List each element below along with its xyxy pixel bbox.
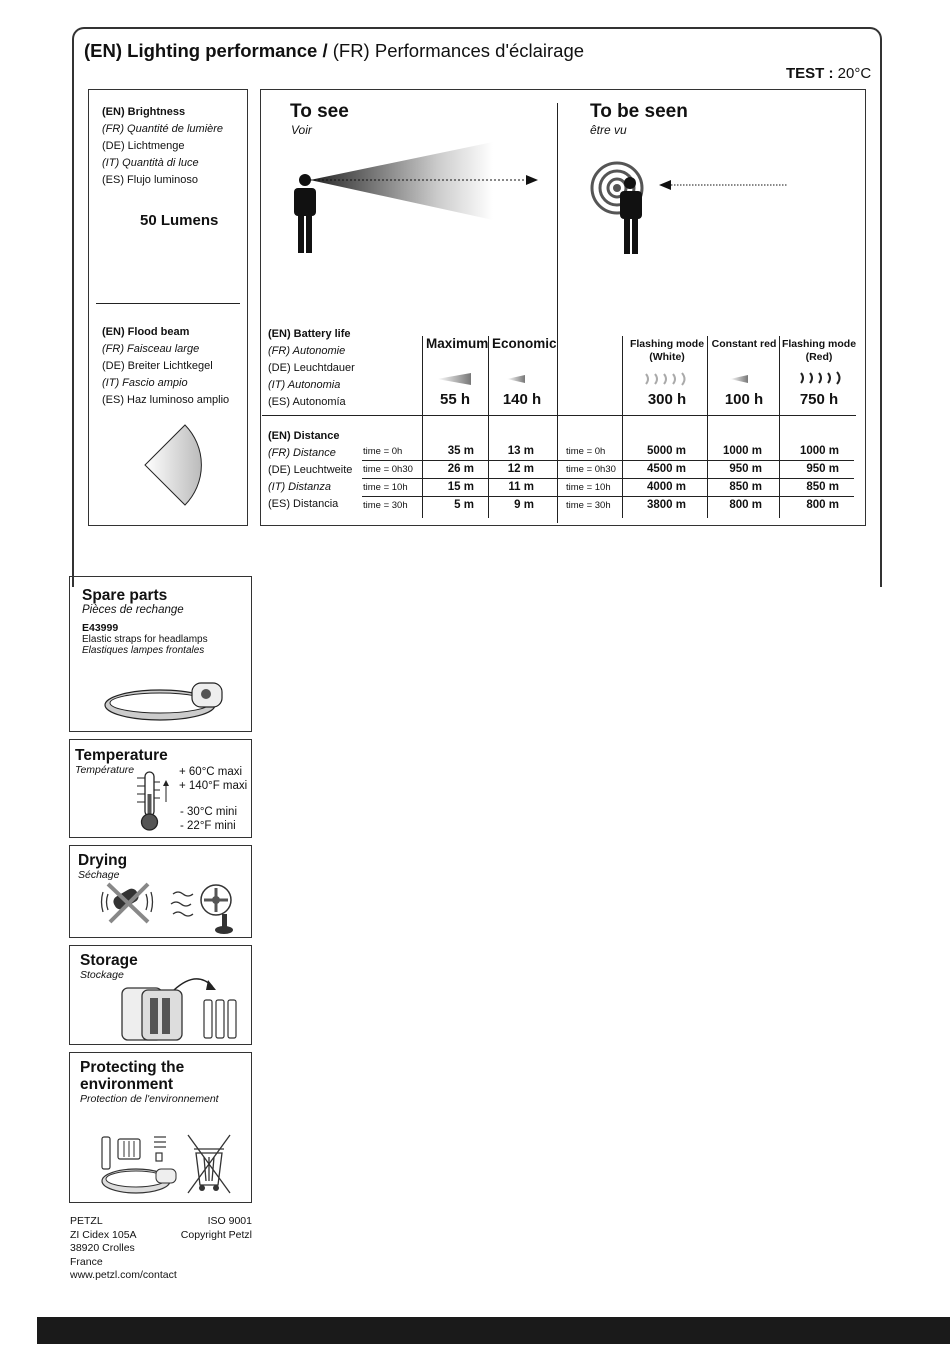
distance-eco-2: 11 m	[508, 481, 534, 493]
company-copyright: Copyright Petzl	[180, 1228, 252, 1241]
drying-title: Drying	[78, 852, 128, 869]
mode-header-maximum: Maximum	[426, 336, 489, 351]
spare-ref: E43999	[82, 622, 119, 634]
col-line	[707, 336, 708, 518]
drying-heat-forbidden-icon	[98, 878, 248, 936]
test-value: 20°C	[833, 65, 872, 82]
brightness-de: (DE) Lichtmenge	[102, 140, 185, 152]
storage-sub: Stockage	[80, 969, 124, 981]
distance-max-2: 15 m	[447, 481, 474, 493]
battery-es: (ES) Autonomía	[268, 396, 346, 408]
to-be-seen-title: To be seen	[590, 101, 688, 122]
environment-title-2: environment	[80, 1076, 174, 1093]
beam-red-icon	[730, 374, 750, 384]
footer-bar	[37, 1317, 950, 1344]
brightness-en: (EN) Brightness	[102, 106, 186, 118]
distance-max-0: 35 m	[447, 445, 474, 457]
environment-sub: Protection de l'environnement	[80, 1093, 219, 1105]
company-addr2: 38920 Crolles	[70, 1242, 135, 1254]
distance-fw-0: 5000 m	[646, 445, 686, 457]
section-title-en: (EN) Lighting performance /	[84, 40, 328, 61]
section-title-fr: (FR) Performances d'éclairage	[327, 40, 585, 61]
mode-header-constant-red: Constant red	[711, 338, 777, 350]
distance-fw-1: 4500 m	[646, 463, 686, 475]
distance-max-3: 5 m	[454, 499, 474, 511]
beam-max-icon	[437, 372, 473, 386]
temp-min-f: - 22°F mini	[180, 820, 236, 832]
temperature-sub: Température	[75, 764, 135, 776]
flood-it: (IT) Fascio ampio	[102, 377, 188, 389]
battery-distance-divider	[262, 415, 856, 416]
brightness-fr: (FR) Quantité de lumière	[102, 123, 224, 135]
mode-header-flashing-red: Flashing mode (Red)	[781, 338, 857, 363]
time-label: time = 0h30	[363, 464, 413, 475]
flash-white-icon	[644, 371, 694, 387]
temp-max-c: + 60°C maxi	[179, 766, 243, 778]
col-line	[488, 336, 489, 518]
storage-title: Storage	[80, 952, 138, 969]
company-country: France	[70, 1255, 103, 1268]
distance-fr: (FR) Distance	[268, 447, 336, 459]
brightness-it: (IT) Quantità di luce	[102, 157, 199, 169]
duration-economic: 140 h	[502, 391, 542, 408]
duration-flashing-red: 750 h	[799, 391, 839, 408]
time-label: time = 10h	[363, 482, 408, 493]
drying-sub: Séchage	[78, 869, 120, 881]
row-line	[362, 496, 854, 497]
distance-eco-3: 9 m	[514, 499, 534, 511]
distance-de: (DE) Leuchtweite	[268, 464, 353, 476]
flood-fr: (FR) Faisceau large	[102, 343, 200, 355]
test-temperature	[786, 65, 871, 82]
left-box-divider	[96, 303, 240, 304]
brightness-value: 50 Lumens	[140, 212, 219, 229]
storage-box	[69, 945, 252, 1045]
company-addr1: ZI Cidex 105A	[70, 1228, 137, 1241]
person-seen-icon	[585, 155, 795, 257]
time-label: time = 30h	[566, 500, 611, 511]
distance-fr-3: 800 m	[806, 499, 839, 511]
storage-battery-removal-icon	[116, 968, 246, 1044]
time-label: time = 0h	[566, 446, 606, 457]
battery-it: (IT) Autonomia	[268, 379, 341, 391]
company-name: PETZL	[70, 1215, 103, 1227]
section-title	[84, 40, 584, 62]
spare-sub: Pièces de rechange	[82, 604, 184, 616]
company-web: www.petzl.com/contact	[70, 1269, 177, 1281]
beam-eco-icon	[507, 374, 527, 384]
temp-min-c: - 30°C mini	[180, 806, 238, 818]
temperature-box	[69, 739, 252, 838]
thermometer-icon	[134, 768, 179, 834]
flood-es: (ES) Haz luminoso amplio	[102, 394, 230, 406]
distance-en: (EN) Distance	[268, 430, 340, 442]
brightness-es: (ES) Flujo luminoso	[102, 174, 198, 186]
mode-header-economic: Economic	[492, 336, 557, 351]
flash-red-icon	[799, 370, 849, 386]
company-address	[70, 1215, 177, 1283]
battery-labels	[268, 326, 355, 411]
duration-flashing-white: 300 h	[647, 391, 687, 408]
time-label: time = 0h30	[566, 464, 616, 475]
spare-desc-fr: Elastiques lampes frontales	[82, 645, 205, 656]
time-label: time = 30h	[363, 500, 408, 511]
time-label: time = 10h	[566, 482, 611, 493]
row-line	[362, 478, 854, 479]
flood-en: (EN) Flood beam	[102, 326, 190, 338]
distance-cr-3: 800 m	[729, 499, 762, 511]
battery-en: (EN) Battery life	[268, 328, 351, 340]
distance-eco-0: 13 m	[507, 445, 534, 457]
temperature-title: Temperature	[75, 747, 168, 764]
distance-labels	[268, 428, 352, 513]
distance-cr-1: 950 m	[729, 463, 762, 475]
to-see-sub: Voir	[291, 123, 312, 137]
test-label: TEST :	[786, 65, 834, 82]
distance-eco-1: 12 m	[507, 463, 534, 475]
time-label: time = 0h	[363, 446, 403, 457]
battery-de: (DE) Leuchtdauer	[268, 362, 355, 374]
brightness-labels	[102, 104, 223, 189]
temperature-max	[179, 765, 247, 793]
temp-max-f: + 140°F maxi	[179, 780, 248, 792]
distance-cr-2: 850 m	[729, 481, 762, 493]
company-certs	[170, 1215, 252, 1242]
col-line	[422, 336, 423, 518]
distance-fw-2: 4000 m	[646, 481, 686, 493]
drying-box	[69, 845, 252, 938]
distance-fw-3: 3800 m	[646, 499, 686, 511]
row-line	[362, 460, 854, 461]
temperature-min	[180, 805, 237, 833]
battery-fr: (FR) Autonomie	[268, 345, 346, 357]
distance-it: (IT) Distanza	[268, 481, 331, 493]
to-see-title: To see	[290, 101, 349, 122]
headlamp-strap-icon	[100, 677, 230, 725]
distance-es: (ES) Distancia	[268, 498, 339, 510]
col-line	[779, 336, 780, 518]
person-beam-icon	[288, 138, 543, 258]
distance-fr-2: 850 m	[806, 481, 839, 493]
spare-title: Spare parts	[82, 587, 168, 604]
spare-parts-box	[69, 576, 252, 732]
distance-fr-0: 1000 m	[799, 445, 839, 457]
distance-cr-0: 1000 m	[722, 445, 762, 457]
spare-desc-en: Elastic straps for headlamps	[82, 634, 208, 645]
distance-fr-1: 950 m	[806, 463, 839, 475]
distance-max-1: 26 m	[447, 463, 474, 475]
environment-title-1: Protecting the	[80, 1059, 185, 1076]
duration-constant-red: 100 h	[724, 391, 764, 408]
recycling-icon	[96, 1133, 246, 1201]
environment-box	[69, 1052, 252, 1203]
col-line	[622, 336, 623, 518]
flood-labels	[102, 324, 229, 409]
flood-de: (DE) Breiter Lichtkegel	[102, 360, 213, 372]
flood-beam-icon	[135, 418, 210, 513]
mode-header-flashing-white: Flashing mode (White)	[629, 338, 705, 363]
duration-maximum: 55 h	[439, 391, 470, 408]
company-iso: ISO 9001	[207, 1215, 252, 1227]
to-be-seen-sub: être vu	[590, 123, 627, 137]
